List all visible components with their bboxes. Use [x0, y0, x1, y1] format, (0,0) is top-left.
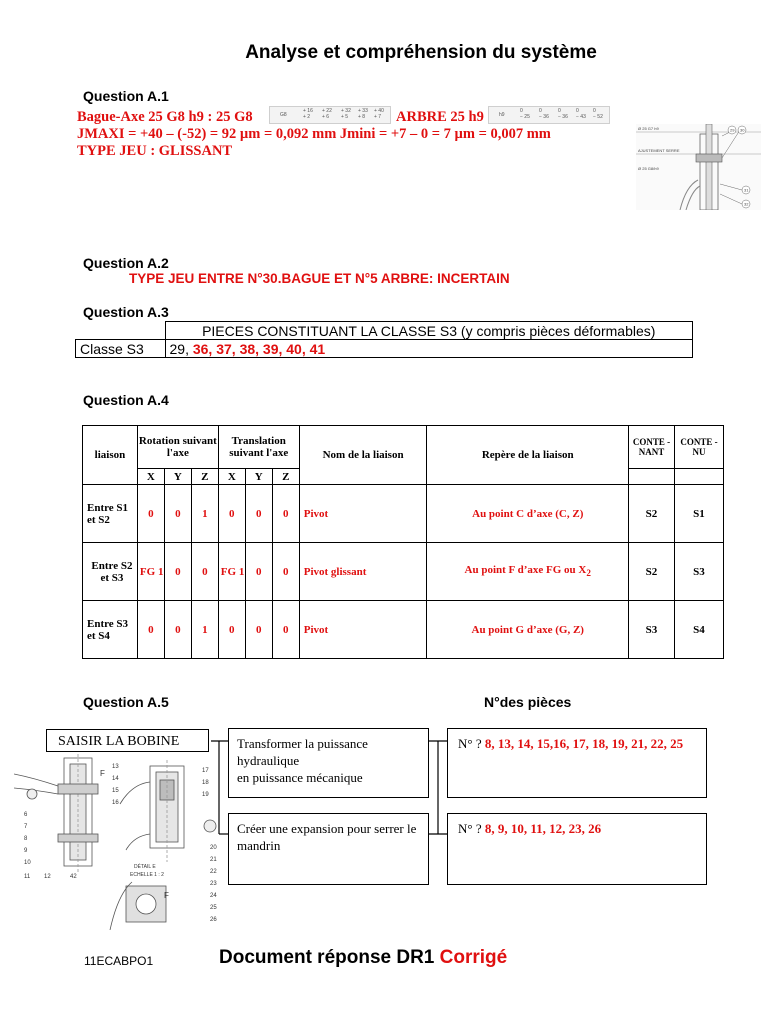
footer-code: 11ECABPO1 — [84, 954, 154, 968]
cell-repere: Au point F d’axe FG ou X — [464, 564, 587, 577]
cell-rz: 1 — [191, 485, 218, 543]
footer-title: Document réponse DR1 — [219, 947, 435, 968]
drawing-label: Ø 25 G7 h9 — [638, 126, 659, 131]
tol-g8-cell: + 40 + 7 — [374, 108, 384, 120]
s3-header: PIECES CONSTITUANT LA CLASSE S3 (y compris pièces déformables) — [165, 322, 693, 340]
a1-line1-left: Bague-Axe 25 G8 h9 : 25 G8 — [77, 109, 253, 125]
tol-g8-cell: + 32 + 5 — [341, 108, 351, 120]
cell-tz: 0 — [272, 485, 299, 543]
hdr-rotation: Rotation suivant l'axe — [137, 426, 218, 469]
mandrel-drawing-svg — [14, 754, 226, 930]
drawing-label: F — [100, 769, 105, 778]
tol-g8-cell: + 33 + 8 — [358, 108, 368, 120]
drawing-label: 24 — [210, 893, 217, 899]
a1-line2: JMAXI = +40 – (-52) = 92 µm = 0,092 mm Jmini = +7 – 0 = 7 µm = 0,007 mm — [77, 126, 551, 142]
cell-ry: 0 — [164, 543, 191, 601]
drawing-label: 12 — [44, 874, 51, 880]
drawing-label: 23 — [210, 881, 217, 887]
cell-ty: 0 — [245, 601, 272, 659]
cell-ry: 0 — [164, 485, 191, 543]
drawing-label: ECHELLE 1 : 2 — [130, 872, 164, 878]
cell-nom: Pivot — [299, 485, 427, 543]
cell-rz: 1 — [191, 601, 218, 659]
question-a3-label: Question A.3 — [83, 304, 169, 320]
drawing-label: 42 — [70, 874, 77, 880]
tol-h9-cell: 0 − 25 — [520, 108, 530, 120]
drawing-label: 26 — [210, 917, 217, 923]
hdr-liaison: liaison — [83, 426, 138, 485]
cell-nom: Pivot — [299, 601, 427, 659]
drawing-label: 17 — [202, 768, 209, 774]
s3-answer: 36, 37, 38, 39, 40, 41 — [192, 340, 326, 357]
cell-ty: 0 — [245, 485, 272, 543]
function-box-1: Transformer la puissance hydraulique en puissance mécanique — [228, 728, 429, 798]
row-label: Entre S2 et S3 — [83, 543, 138, 601]
drawing-label: 19 — [202, 792, 209, 798]
cell-rx: FG 1 — [137, 543, 164, 601]
mandrel-drawing — [14, 754, 226, 930]
row-label: Entre S3 et S4 — [83, 601, 138, 659]
tol-h9-cell: 0 − 43 — [576, 108, 586, 120]
drawing-label: 9 — [24, 848, 28, 854]
drawing-label: 13 — [112, 764, 119, 770]
hdr-repere: Repère de la liaison — [427, 426, 629, 485]
cell-contenu: S1 — [674, 485, 723, 543]
tol-h9-label: h9 — [499, 112, 505, 118]
row-label: Entre S1 et S2 — [83, 485, 138, 543]
s3-given: 29, — [169, 340, 193, 357]
tol-g8-cell: + 16 + 2 — [303, 108, 313, 120]
s3-row-label: Classe S3 — [76, 340, 166, 358]
hdr-rz: Z — [191, 469, 218, 485]
hdr-tx: X — [218, 469, 245, 485]
drawing-label: 21 — [210, 857, 217, 863]
cell-nom: Pivot glissant — [299, 543, 427, 601]
tol-h9-cell: 0 − 36 — [558, 108, 568, 120]
cell-tx: 0 — [218, 485, 245, 543]
drawing-label: 22 — [210, 869, 217, 875]
hdr-ry: Y — [164, 469, 191, 485]
hdr-translation: Translation suivant l'axe — [218, 426, 299, 469]
cell-repere: Au point G d’axe (G, Z) — [427, 601, 629, 659]
drawing-label: DÉTAIL E — [134, 864, 156, 870]
drawing-label: 29 — [730, 127, 735, 133]
drawing-label: 6 — [24, 812, 28, 818]
drawing-label: 32 — [744, 201, 749, 207]
drawing-label: Ø 25 G8/h9 — [638, 166, 659, 171]
cell-ty: 0 — [245, 543, 272, 601]
drawing-label: AJUSTEMENT SERRE — [638, 148, 680, 153]
hdr-contenu: CONTE -NU — [674, 426, 723, 469]
cell-rx: 0 — [137, 601, 164, 659]
cell-tz: 0 — [272, 543, 299, 601]
drawing-label: 7 — [24, 824, 28, 830]
drawing-label: F — [164, 891, 169, 900]
drawing-label: 8 — [24, 836, 28, 842]
pieces-box-1 — [447, 728, 707, 798]
footer-corrige: Corrigé — [439, 947, 508, 968]
cell-rz: 0 — [191, 543, 218, 601]
cell-tx: FG 1 — [218, 543, 245, 601]
drawing-label: 16 — [112, 800, 119, 806]
drawing-label: 10 — [24, 860, 31, 866]
drawing-label: 15 — [112, 788, 119, 794]
pieces-prefix: N° ? — [458, 736, 485, 751]
page-title: Analyse et compréhension du système — [245, 42, 597, 63]
drawing-label: 25 — [210, 905, 217, 911]
pieces-header: N°des pièces — [484, 694, 572, 710]
cell-tx: 0 — [218, 601, 245, 659]
a1-line3: TYPE JEU : GLISSANT — [77, 143, 233, 159]
drawing-label: 30 — [740, 127, 745, 133]
tol-g8-cell: + 22 + 6 — [322, 108, 332, 120]
pieces-answer-1: 8, 13, 14, 15,16, 17, 18, 19, 21, 22, 25 — [484, 736, 684, 751]
question-a1-label: Question A.1 — [83, 88, 169, 104]
pieces-prefix: N° ? — [458, 821, 485, 836]
cell-rx: 0 — [137, 485, 164, 543]
cell-repere-sub: 2 — [586, 568, 591, 579]
hdr-tz: Z — [272, 469, 299, 485]
cell-contenant: S2 — [629, 485, 675, 543]
a2-answer: TYPE JEU ENTRE N°30.BAGUE ET N°5 ARBRE: INCERTAIN — [129, 271, 510, 286]
tol-g8-label: G8 — [280, 112, 287, 118]
cell-ry: 0 — [164, 601, 191, 659]
cell-contenant: S2 — [629, 543, 675, 601]
tol-h9-cell: 0 − 52 — [593, 108, 603, 120]
drawing-label: 11 — [24, 874, 31, 880]
function-box-2: Créer une expansion pour serrer le mandrin — [228, 813, 429, 885]
pieces-box-2 — [447, 813, 707, 885]
hdr-ty: Y — [245, 469, 272, 485]
question-a4-label: Question A.4 — [83, 392, 169, 408]
question-a5-label: Question A.5 — [83, 694, 169, 710]
hdr-nom: Nom de la liaison — [299, 426, 427, 485]
hdr-contenant: CONTE - NANT — [629, 426, 675, 469]
drawing-label: 31 — [744, 187, 749, 193]
cell-repere: Au point C d’axe (C, Z) — [427, 485, 629, 543]
a1-line1-right: ARBRE 25 h9 — [396, 109, 484, 125]
cell-contenant: S3 — [629, 601, 675, 659]
drawing-label: 18 — [202, 780, 209, 786]
cell-tz: 0 — [272, 601, 299, 659]
footer-title-wrap — [219, 947, 507, 969]
main-function-box: SAISIR LA BOBINE — [46, 729, 209, 752]
hdr-rx: X — [137, 469, 164, 485]
pieces-answer-2: 8, 9, 10, 11, 12, 23, 26 — [484, 821, 602, 836]
question-a2-label: Question A.2 — [83, 255, 169, 271]
cell-contenu: S3 — [674, 543, 723, 601]
drawing-label: 14 — [112, 776, 119, 782]
drawing-label: 20 — [210, 845, 217, 851]
tol-h9-cell: 0 − 36 — [539, 108, 549, 120]
cell-contenu: S4 — [674, 601, 723, 659]
